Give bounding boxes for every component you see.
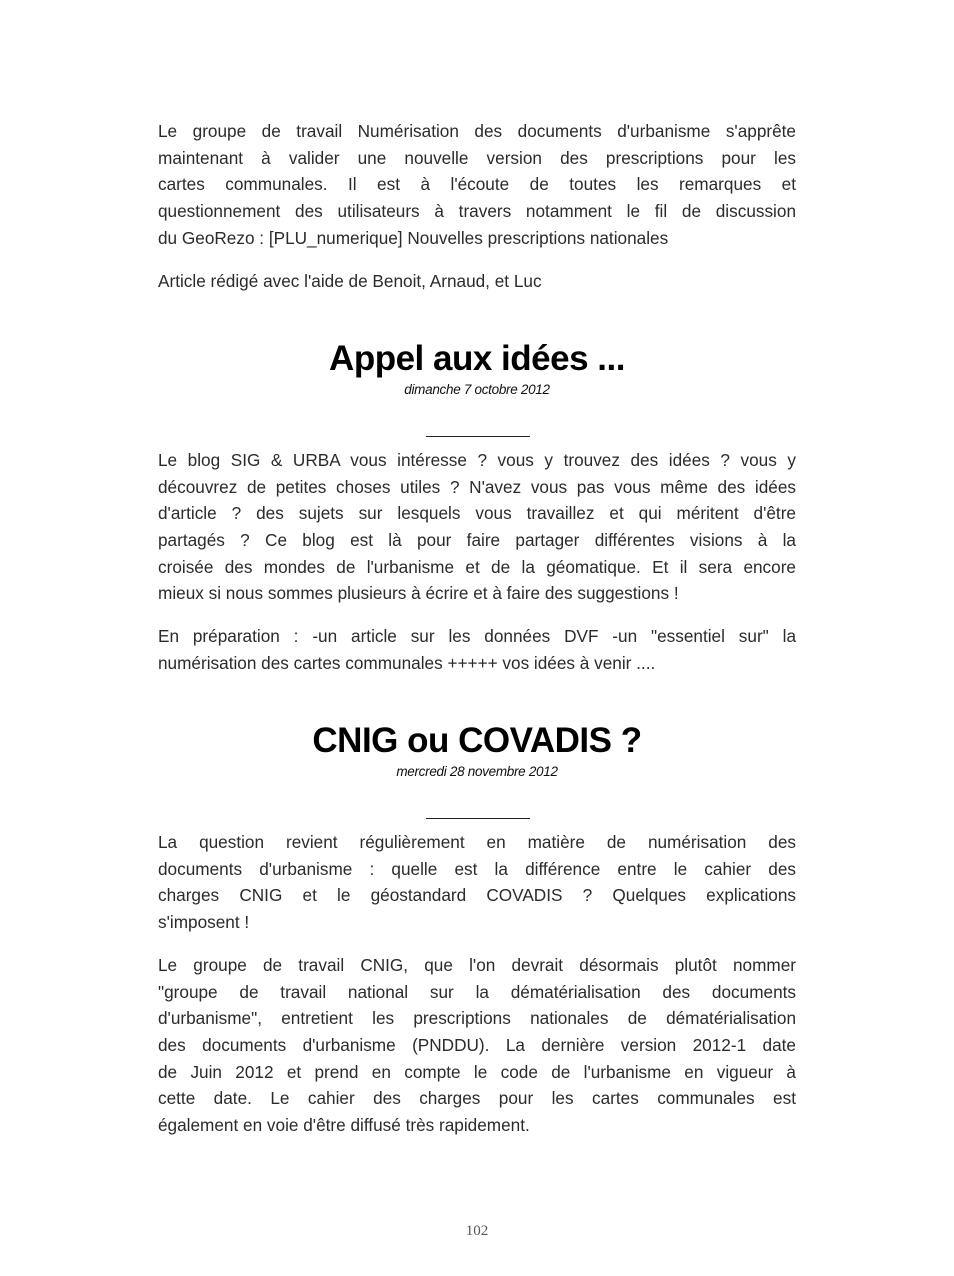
article-paragraph [158, 447, 796, 607]
divider [426, 818, 530, 819]
article-title: CNIG ou COVADIS ? [312, 721, 642, 760]
text-line: Le blog SIG & URBA vous intéresse ? vous y trouvez des idées ? vous y [158, 450, 796, 470]
text-line: maintenant à valider une nouvelle version des prescriptions pour les [158, 147, 796, 168]
text-line: d'article ? des sujets sur lesquels vous travaillez et qui méritent d'être [158, 503, 796, 524]
text-line: cette date. Le cahier des charges pour les cartes communales est [158, 1088, 796, 1109]
text-line: découvrez de petites choses utiles ? N'avez vous pas vous même des idées [158, 476, 796, 497]
article-paragraph [158, 829, 796, 936]
text-line: numérisation des cartes communales +++++ vos idées à venir .... [158, 652, 656, 673]
article-date: mercredi 28 novembre 2012 [396, 764, 558, 779]
text-line: Le groupe de travail CNIG, que l'on devrait désormais plutôt nommer [158, 955, 796, 975]
article-date: dimanche 7 octobre 2012 [404, 382, 550, 397]
intro-paragraph-2 [158, 268, 796, 295]
text-line: d'urbanisme", entretient les prescriptions nationales de dématérialisation [158, 1008, 796, 1029]
article-paragraph [158, 952, 796, 1139]
text-line: s'imposent ! [158, 912, 250, 933]
text-line: également en voie d'être diffusé très rapidement. [158, 1115, 530, 1136]
page-number: 102 [465, 1223, 489, 1239]
text-line: cartes communales. Il est à l'écoute de toutes les remarques et [158, 174, 796, 195]
text-line: questionnement des utilisateurs à travers notamment le fil de discussion [158, 201, 796, 222]
intro-paragraph-1 [158, 118, 796, 251]
text-line: croisée des mondes de l'urbanisme et de la géomatique. Et il sera encore [158, 556, 796, 577]
text-line: documents d'urbanisme : quelle est la différence entre le cahier des [158, 858, 796, 879]
text-line: En préparation : -un article sur les données DVF -un "essentiel sur" la [158, 626, 796, 646]
text-line: La question revient régulièrement en matière de numérisation des [158, 832, 796, 852]
text-line: partagés ? Ce blog est là pour faire partager différentes visions à la [158, 530, 796, 551]
text-line: charges CNIG et le géostandard COVADIS ? Quelques explications [158, 885, 796, 906]
text-line: du GeoRezo : [PLU_numerique] Nouvelles prescriptions nationales [158, 227, 669, 248]
article-paragraph [158, 623, 796, 676]
text-line: "groupe de travail national sur la dématérialisation des documents [158, 981, 796, 1002]
text-line: de Juin 2012 et prend en compte le code de l'urbanisme en vigueur à [158, 1061, 796, 1082]
article-title: Appel aux idées ... [329, 339, 625, 378]
text-line: Article rédigé avec l'aide de Benoit, Arnaud, et Luc [158, 271, 542, 291]
text-line: Le groupe de travail Numérisation des documents d'urbanisme s'apprête [158, 121, 796, 141]
text-line: mieux si nous sommes plusieurs à écrire et à faire des suggestions ! [158, 583, 679, 604]
text-line: des documents d'urbanisme (PNDDU). La dernière version 2012-1 date [158, 1035, 796, 1056]
divider [426, 436, 530, 437]
